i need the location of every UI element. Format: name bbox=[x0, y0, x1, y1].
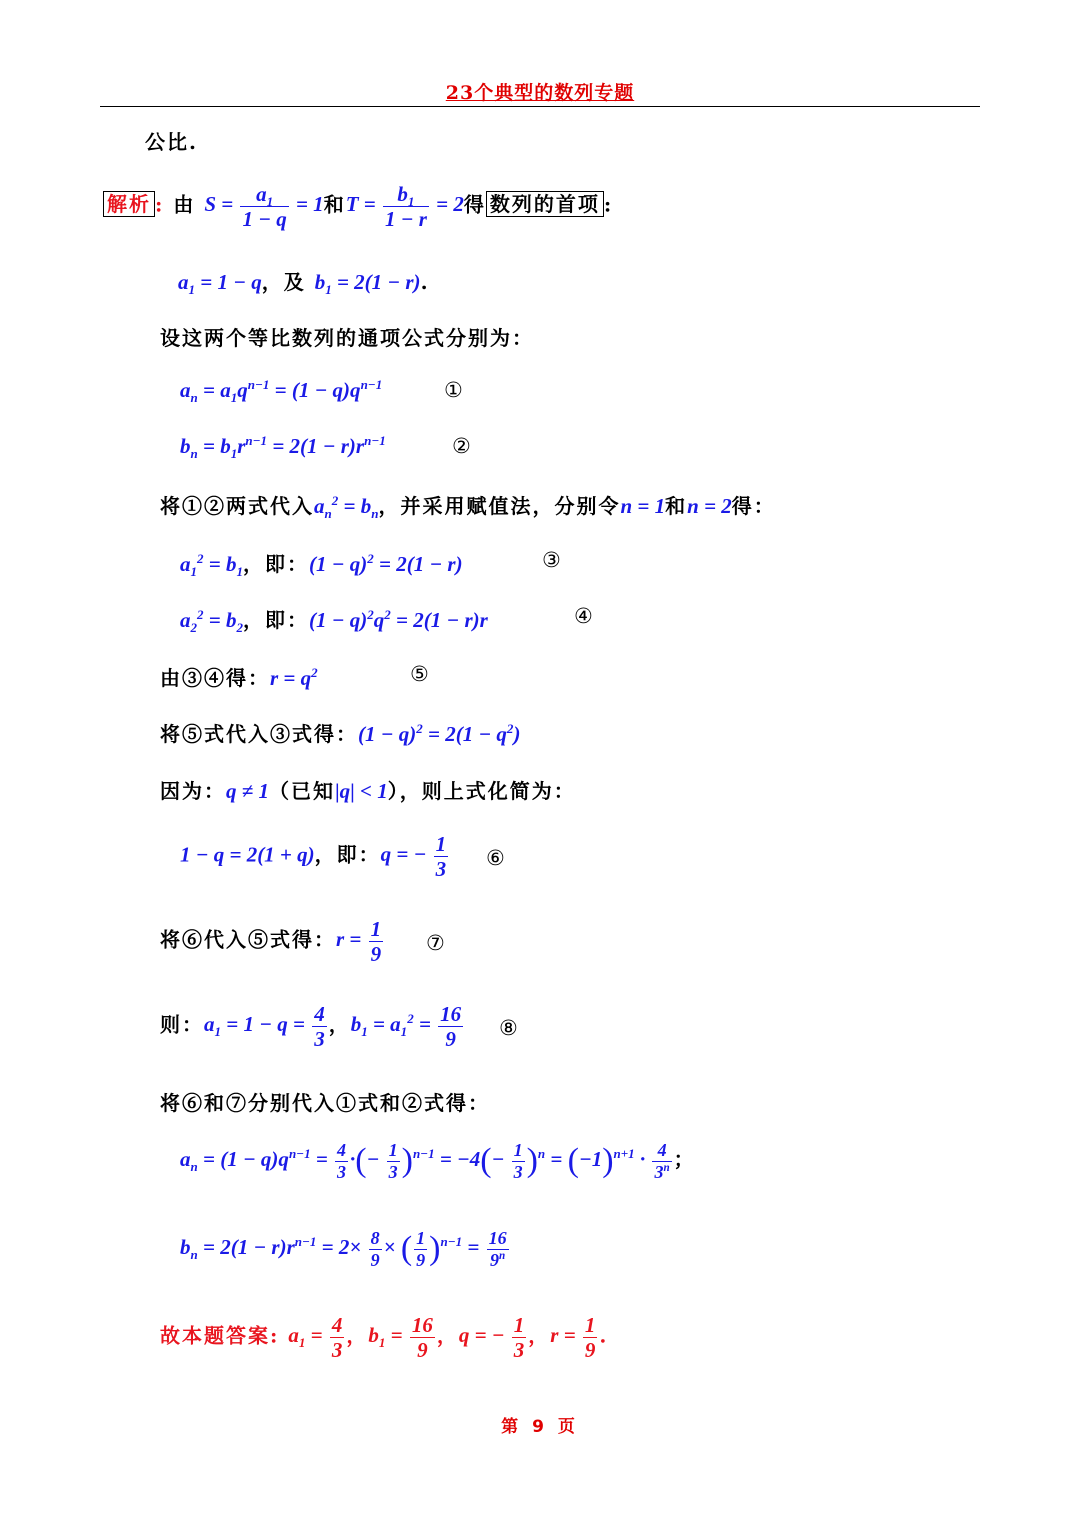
period-1: . bbox=[420, 270, 430, 294]
intro-text: 公比. bbox=[145, 130, 198, 154]
known-open: （已知 bbox=[269, 779, 336, 803]
page-number: 第 9 页 bbox=[501, 1417, 579, 1437]
answer-r: r = $\frac{1}{9}$ bbox=[550, 1313, 596, 1363]
answer-comma-3: ， bbox=[528, 1323, 551, 1348]
eq6-left: 1 − q = 2(1 + q) bbox=[180, 842, 315, 867]
mark-7: ⑦ bbox=[426, 931, 445, 955]
answer-line bbox=[160, 1313, 608, 1362]
eq8-line bbox=[160, 1002, 465, 1051]
answer-period: . bbox=[599, 1323, 609, 1348]
sum-T-formula: T = $\frac{b_1}{1 - r}$ = 2 bbox=[345, 182, 464, 232]
bn-final-line bbox=[180, 1228, 511, 1270]
end-colon: : bbox=[603, 192, 614, 217]
mark-4: ④ bbox=[574, 604, 593, 628]
bn-general: $b_n = b_1r^{n-1} = 2(1 - r)r^{n-1}$ bbox=[180, 433, 386, 462]
setup-text: 设这两个等比数列的通项公式分别为： bbox=[160, 326, 534, 350]
b1-value: $b_1 = a_1^2$ = $\frac{16}{9}$ bbox=[350, 1002, 462, 1052]
sub-end: 得： bbox=[731, 494, 776, 518]
sub5-formula: $(1 - q)^2 = 2(1 - q^2)$ bbox=[358, 721, 521, 746]
an2-bn: $a_n^2 = b_n$ bbox=[314, 493, 379, 522]
comma-8: ， bbox=[328, 1012, 351, 1037]
an-final-formula: $a_n = (1 - q)q^{n-1}$ = $\frac{4}{3}$ ·(− $\frac{1}{3}$ )$^{n-1}$ = −4(− $\frac{1}{3}$ )$^n = (-1)^{n+1}$ · $\frac{4}{3^n}$ bbox=[180, 1140, 670, 1182]
sub-mid: ，并采用赋值法，分别令 bbox=[378, 494, 621, 518]
answer-label: 故本题答案: bbox=[160, 1323, 280, 1348]
solution-line bbox=[103, 182, 613, 231]
sum-S-formula: S = $\frac{a_1}{1 - q}$ = 1 bbox=[204, 182, 324, 232]
answer-comma-1: ， bbox=[346, 1323, 369, 1348]
r-value: r = $\frac{1}{9}$ bbox=[336, 917, 382, 967]
sub6-text: 将⑥代入⑤式得： bbox=[160, 927, 336, 952]
bn-final-formula: $b_n = 2(1 - r)r^{n-1} = 2\times$ $\frac{8}{9}$ × ( $\frac{1}{9}$ )$^{n-1}$ = $\frac{16}{9^n}$ bbox=[180, 1228, 507, 1270]
solution-label: 解析 bbox=[103, 191, 155, 217]
n-eq-2: n = 2 bbox=[687, 494, 732, 518]
a2sq-b2: $a_2^2 = b_2$ bbox=[180, 607, 244, 636]
sub-prefix: 将①②两式代入 bbox=[160, 494, 314, 518]
q-value: q = − $\frac{1}{3}$ bbox=[380, 832, 447, 882]
comma-ji: ，及 bbox=[261, 270, 306, 294]
mark-2: ② bbox=[452, 434, 471, 458]
sub67-text: 将⑥和⑦分别代入①式和②式得： bbox=[160, 1091, 490, 1115]
header-title: 23个典型的数列专题 bbox=[445, 82, 635, 104]
first-terms-line bbox=[178, 266, 430, 298]
header-rule bbox=[100, 106, 980, 107]
get-text: 得 bbox=[463, 192, 486, 217]
q-neq-1: q ≠ 1 bbox=[226, 779, 270, 803]
known-close: ），则上式化简为： bbox=[387, 779, 576, 803]
eq7-line bbox=[160, 917, 385, 966]
b1-formula: $b_1 = 2(1 - r)$ bbox=[314, 270, 421, 298]
lead-text: 由 bbox=[173, 192, 196, 217]
a1sq-b1: $a_1^2 = b_1$ bbox=[180, 551, 244, 580]
answer-a1: $a_1$ = $\frac{4}{3}$ bbox=[288, 1313, 343, 1363]
and-text: 和 bbox=[323, 192, 346, 217]
eq4-formula: $(1 - q)^2q^2 = 2(1 - r)r$ bbox=[309, 607, 488, 632]
ji-6: ，即： bbox=[314, 842, 381, 867]
first-term-box: 数列的首项 bbox=[486, 191, 604, 217]
sub5-line bbox=[160, 718, 520, 747]
a1-value: $a_1 = 1 - q$ = $\frac{4}{3}$ bbox=[204, 1002, 325, 1052]
because-line bbox=[160, 775, 576, 804]
eq2-line bbox=[180, 433, 386, 462]
because-text: 因为： bbox=[160, 779, 226, 803]
eq3-formula: $(1 - q)^2 = 2(1 - r)$ bbox=[309, 551, 463, 576]
mark-8: ⑧ bbox=[499, 1016, 518, 1040]
then-text: 则： bbox=[160, 1012, 204, 1037]
from34-text: 由③④得： bbox=[160, 666, 270, 690]
mark-6: ⑥ bbox=[486, 846, 505, 870]
an-general: $a_n = a_1q^{n-1} = (1 - q)q^{n-1}$ bbox=[180, 377, 383, 406]
eq6-line bbox=[180, 832, 450, 881]
eq1-line bbox=[180, 377, 383, 406]
substitute-line bbox=[160, 490, 776, 522]
semicolon: ； bbox=[673, 1147, 696, 1171]
eq4-line bbox=[180, 604, 488, 636]
mark-5: ⑤ bbox=[410, 662, 429, 686]
sub5-text: 将⑤式代入③式得： bbox=[160, 722, 358, 746]
a1-formula: $a_1 = 1 - q$ bbox=[178, 270, 262, 298]
r-eq-q2: $r = q^2$ bbox=[270, 665, 318, 690]
mark-3: ③ bbox=[542, 548, 561, 572]
answer-q: q = − $\frac{1}{3}$ bbox=[458, 1313, 525, 1363]
answer-comma-2: ， bbox=[436, 1323, 459, 1348]
ji-4: ，即： bbox=[243, 608, 310, 632]
solution-colon: : bbox=[155, 192, 165, 217]
an-final-line bbox=[180, 1140, 696, 1182]
mark-1: ① bbox=[444, 378, 463, 402]
n-eq-1: n = 1 bbox=[620, 494, 666, 518]
answer-b1: $b_1$ = $\frac{16}{9}$ bbox=[368, 1313, 433, 1363]
sub-and: 和 bbox=[665, 494, 688, 518]
ji-3: ，即： bbox=[243, 552, 310, 576]
eq5-line bbox=[160, 662, 318, 691]
eq3-line bbox=[180, 548, 463, 580]
abs-q-lt-1: |q| < 1 bbox=[335, 779, 388, 803]
